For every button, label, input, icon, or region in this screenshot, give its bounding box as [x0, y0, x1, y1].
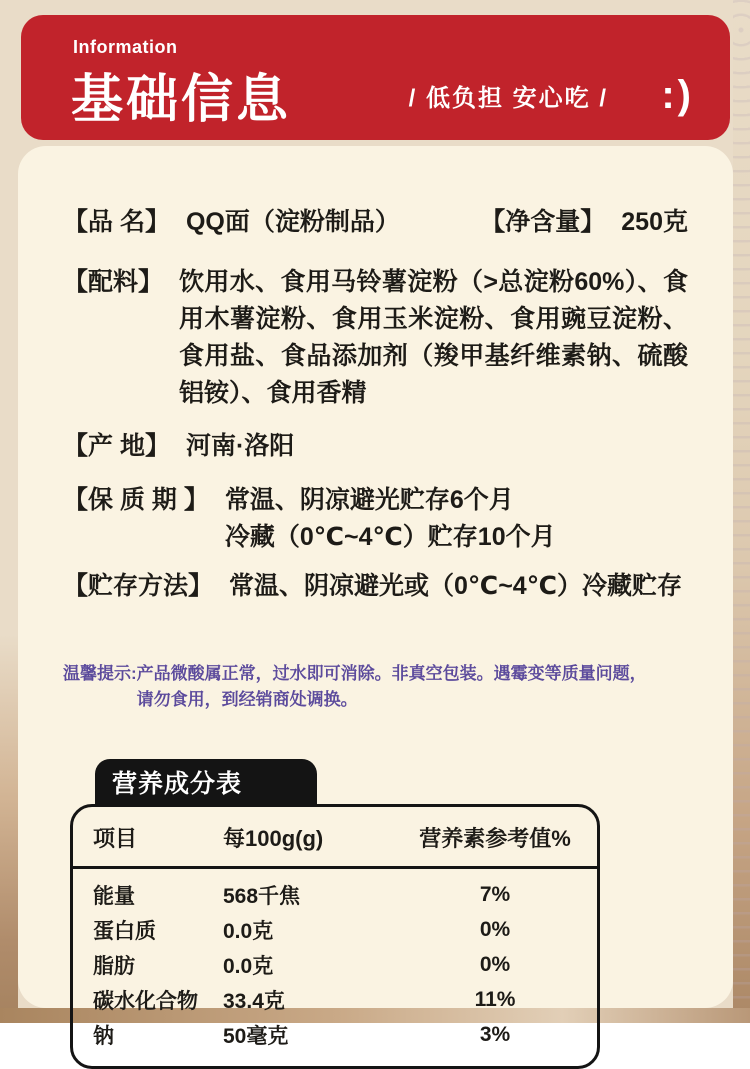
shelf-life-line2: 冷藏（0℃~4℃）贮存10个月 [224, 523, 556, 551]
storage-method-value: 常温、阴凉避光或（0℃~4℃）冷藏贮存 [229, 572, 682, 600]
col-header-per100g: 每100g(g) [223, 826, 324, 851]
cell-per100g: 0.0克 [223, 919, 274, 943]
table-row [73, 947, 597, 982]
cell-item: 能量 [93, 884, 135, 908]
nutrition-table-header [73, 807, 597, 869]
cell-item: 脂肪 [93, 954, 135, 978]
product-name-pair [63, 204, 400, 241]
net-weight-value: 250克 [621, 208, 688, 236]
row-origin [63, 428, 688, 465]
table-row [73, 1017, 597, 1052]
cell-nrv: 0% [479, 917, 511, 941]
cell-nrv: 0% [479, 952, 511, 976]
cell-item: 蛋白质 [93, 919, 156, 943]
shelf-life-value [225, 482, 688, 556]
wood-texture-left [0, 0, 18, 1023]
cell-per100g: 0.0克 [223, 954, 274, 978]
net-weight-pair [480, 204, 688, 241]
row-storage-method [63, 568, 688, 605]
product-name-value: QQ面（淀粉制品） [185, 208, 400, 236]
col-header-item: 项目 [93, 826, 138, 851]
pattern-texture-right [733, 0, 750, 1023]
page-title: 基础信息 [71, 71, 292, 129]
ingredients-value: 饮用水、食用马铃薯淀粉（>总淀粉60%）、食用木薯淀粉、食用玉米淀粉、食用豌豆淀粉、食用盐、食品添加剂（羧甲基纤维素钠、硫酸铝铵）、食用香精 [179, 268, 688, 407]
smiley-icon: :) [661, 73, 694, 117]
warm-tip-label: 温馨提示: [63, 664, 137, 683]
origin-value: 河南·洛阳 [185, 432, 295, 460]
info-card [18, 146, 733, 1048]
table-row [73, 982, 597, 1017]
origin-label: 【产 地】 [63, 432, 170, 460]
net-weight-label: 【净含量】 [480, 208, 606, 236]
cell-per100g: 568千焦 [223, 884, 301, 908]
cell-item: 钠 [93, 1024, 114, 1048]
row-product-name [63, 204, 688, 241]
row-shelf-life [63, 482, 688, 556]
header-eyebrow: Information [73, 37, 178, 57]
table-row [73, 877, 597, 912]
section-header [21, 15, 730, 140]
cell-nrv: 3% [479, 1022, 511, 1046]
cell-item: 碳水化合物 [93, 989, 198, 1013]
nutrition-table [70, 804, 600, 1069]
col-header-nrv: 营养素参考值% [419, 826, 571, 851]
cell-nrv: 7% [479, 882, 511, 906]
cell-per100g: 50毫克 [223, 1024, 289, 1048]
cell-per100g: 33.4克 [223, 989, 285, 1013]
nutrition-table-body [73, 869, 597, 1066]
row-ingredients [63, 264, 688, 412]
info-content [18, 146, 733, 1069]
nutrition-table-tab [95, 759, 317, 804]
header-slogan: / 低负担 安心吃 / [408, 85, 608, 112]
warm-tip-text: 产品微酸属正常，过水即可消除。非真空包装。遇霉变等质量问题，请勿食用，到经销商处调换。 [136, 664, 647, 709]
shelf-life-line1: 常温、阴凉避光贮存6个月 [224, 486, 514, 514]
warm-tip [63, 661, 688, 713]
product-name-label: 【品 名】 [63, 208, 170, 236]
shelf-life-label: 【保 质 期 】 [63, 486, 209, 514]
nutrition-table-title: 营养成分表 [112, 769, 243, 798]
table-row [73, 912, 597, 947]
storage-method-label: 【贮存方法】 [63, 572, 214, 600]
ingredients-label: 【配料】 [63, 268, 164, 296]
cell-nrv: 11% [474, 987, 516, 1011]
